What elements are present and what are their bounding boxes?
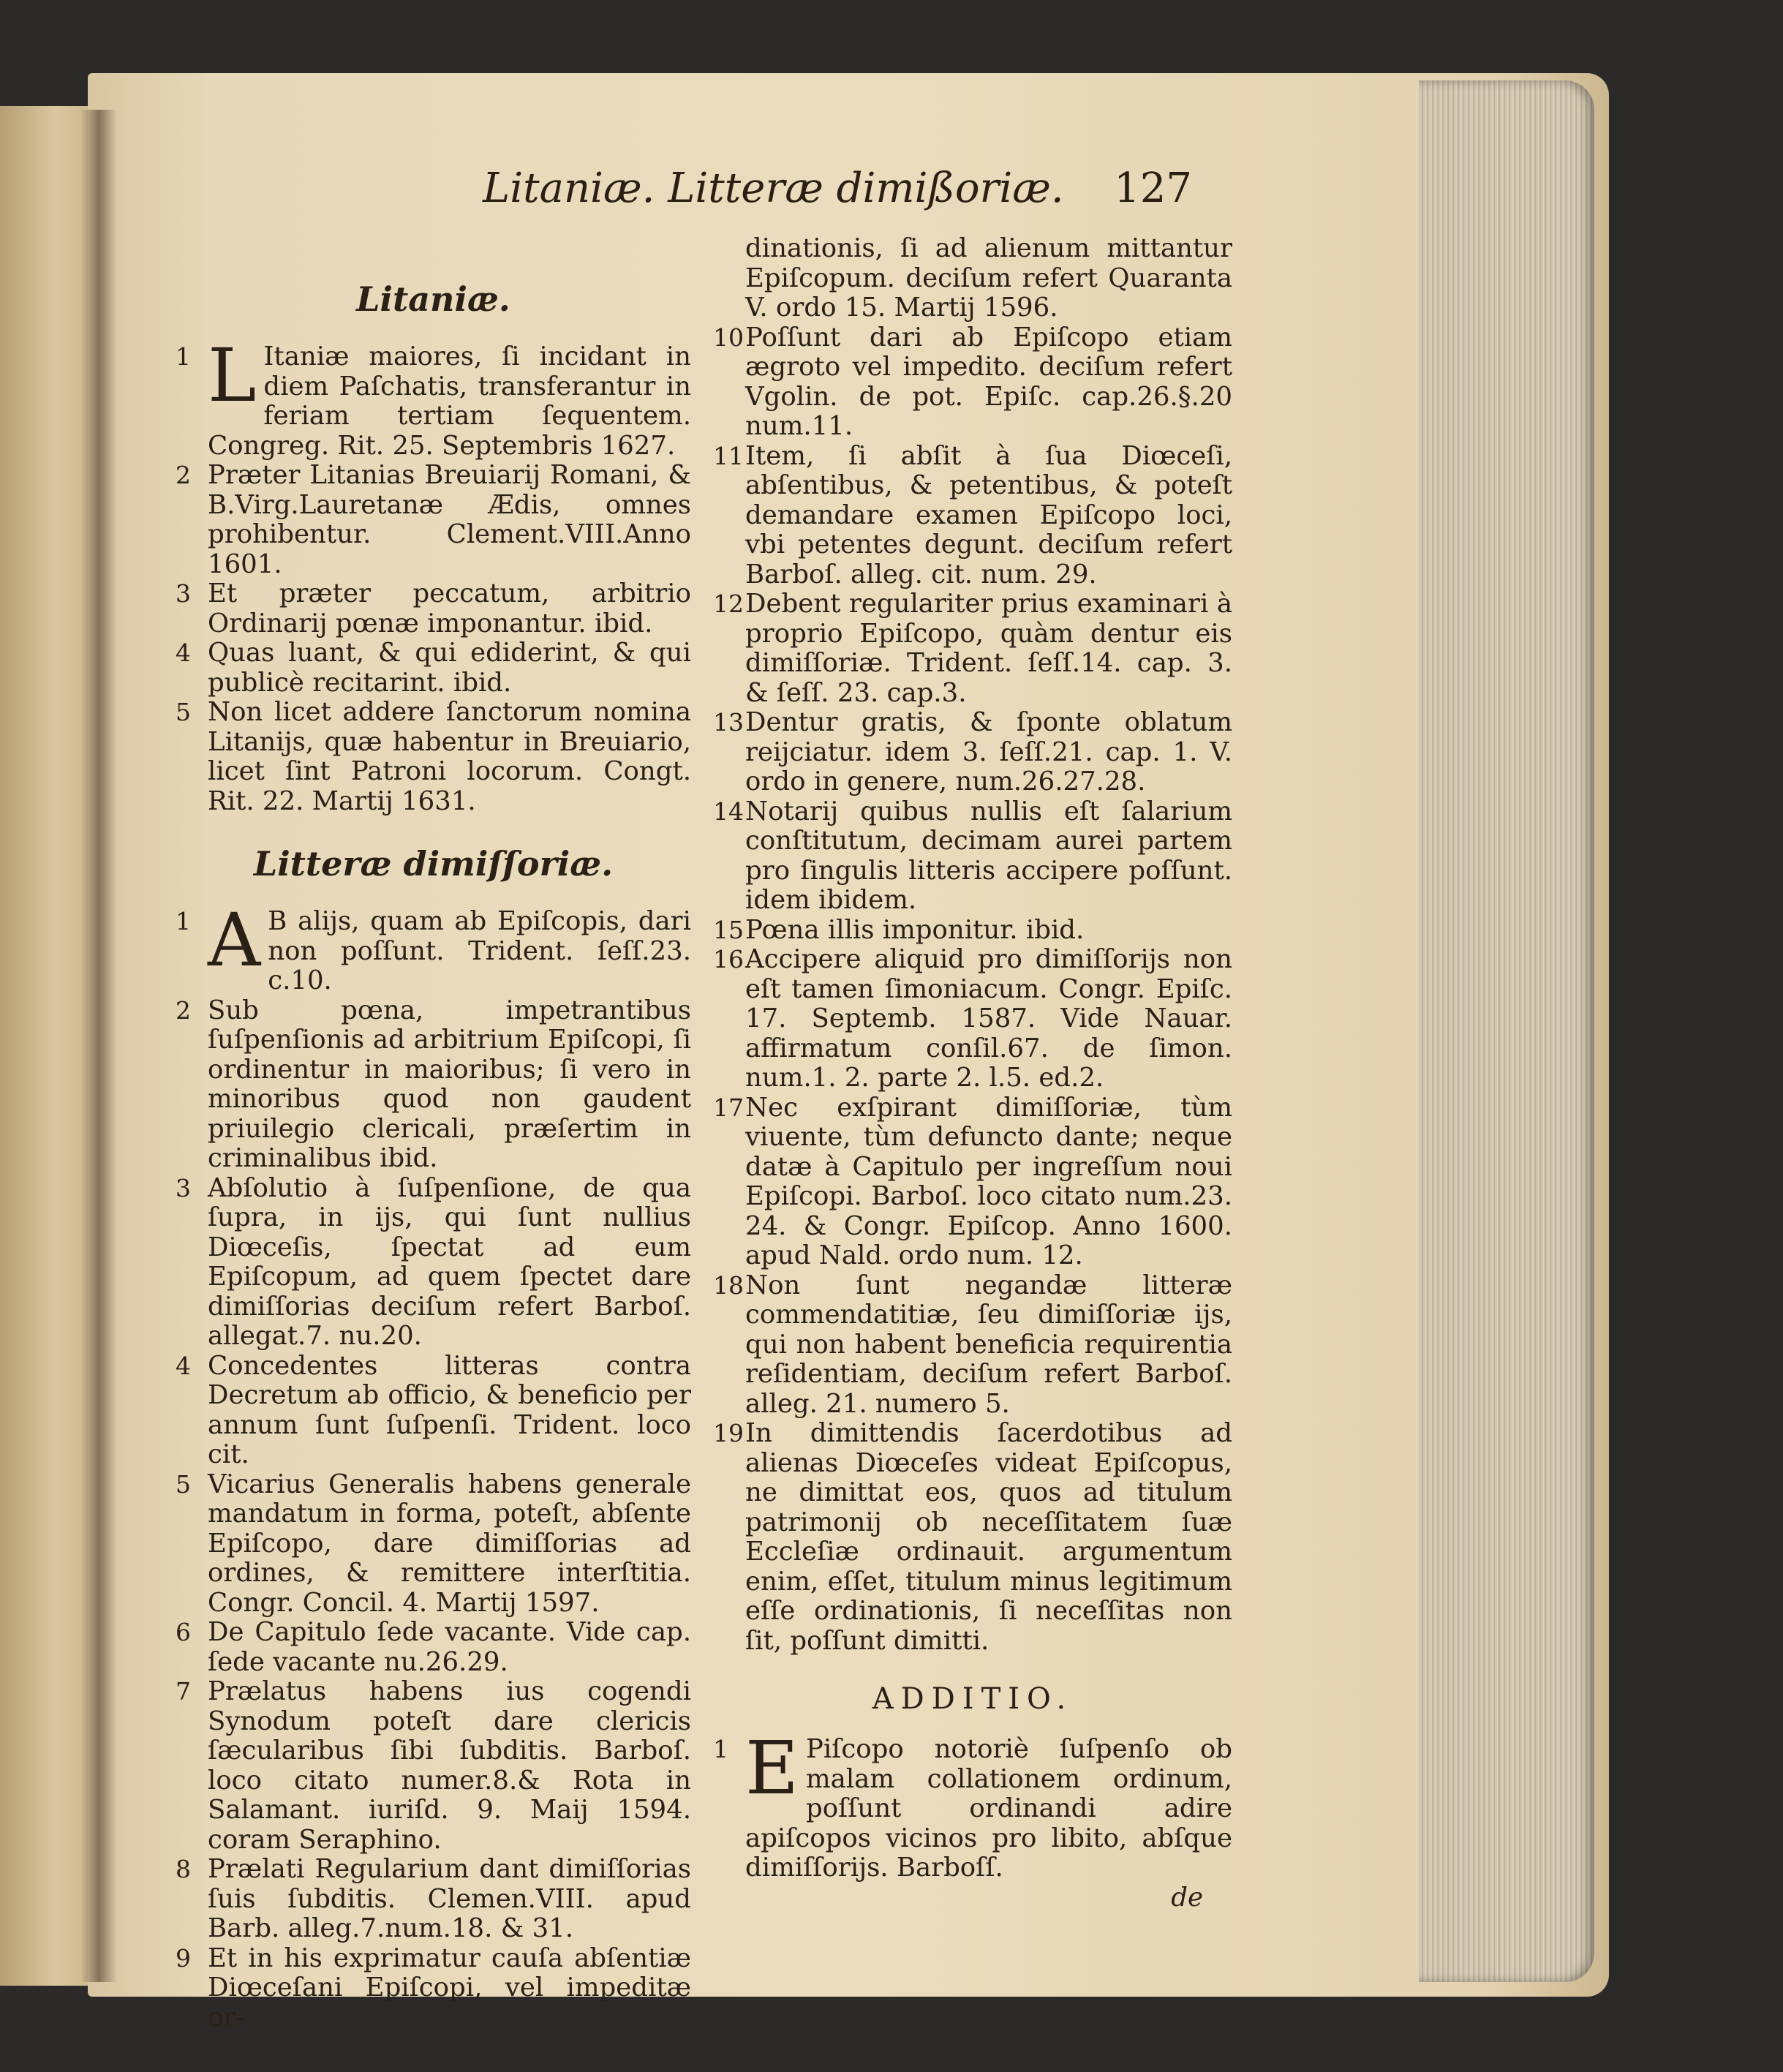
entry-text: Nec exſpirant dimiſſoriæ, tùm viuente, tùm defuncto dante; neque datæ à Capitulo per ingreſſum noui Epiſcopi. Barboſ. loco citato num.23. 24. & Congr. Epiſcop. Anno 1600. apud Nald. ordo num. 12. [745,1092,1232,1270]
book-gutter [80,110,117,1982]
entry-number: 1 [176,907,191,935]
right-column [713,234,1232,1913]
drop-cap: E [745,1725,799,1811]
entry-text: Concedentes litteras contra Decretum ab officio, & beneficio per annum ſunt ſuſpenſi. Trident. loco cit. [208,1350,691,1469]
page-number: 127 [1114,165,1192,212]
entry [176,461,691,579]
entry-text: B alijs, quam ab Epiſcopis, dari non poſſunt. Trident. ſeſſ.23. c.10. [268,906,691,995]
entry-text: Prælati Regularium dant dimiſſorias ſuis ſubditis. Clemen.VIII. apud Barb. alleg.7.num.18. & 31. [208,1854,691,1943]
entry [176,1174,691,1352]
entry-number: 4 [176,638,191,667]
entry [176,638,691,698]
entry-text: Præter Litanias Breuiarij Romani, & B.Virg.Lauretanæ Ædis, omnes prohibentur. Clement.VIII.Anno 1601. [208,460,691,579]
entry-text: Dentur gratis, & ſponte oblatum reijciatur. idem 3. ſeſſ.21. cap. 1. V. ordo in genere, num.26.27.28. [745,707,1232,796]
running-head [475,165,1192,223]
entry [176,1618,691,1677]
drop-cap: A [208,897,261,983]
entry [713,1093,1232,1271]
entry [713,589,1232,708]
entry-text: Et præter peccatum, arbitrio Ordinarij pœnæ imponantur. ibid. [208,579,691,638]
entry [176,1944,691,2033]
entry-number: 1 [713,1735,728,1763]
entry-number: 6 [176,1618,191,1646]
section-heading-litterae-dimissoriae: Litteræ dimiſſoriæ. [253,844,614,884]
continuation-text: dinationis, ſi ad alienum mittantur Epiſcopum. deciſum refert Quaranta V. ordo 15. Martij 1596. [745,233,1232,323]
catchword: de [1171,1882,1203,1913]
entry-number: 7 [176,1677,191,1706]
entry-text: Prælatus habens ius cogendi Synodum poteſt dare clericis ſæcularibus ſibi ſubditis. Barboſ. loco citato numer.8.& Rota in Salamant. iuriſd. 9. Maij 1594. coram Seraphino. [208,1676,691,1855]
entry [176,1677,691,1855]
entry-number: 12 [713,589,744,618]
entry-number: 1 [176,342,191,371]
entry [176,1470,691,1619]
entry-number: 19 [713,1419,744,1447]
entry-number: 17 [713,1093,744,1122]
entry-number: 4 [176,1351,191,1380]
entry-number: 3 [176,1173,191,1202]
entry-number: 3 [176,579,191,608]
entry-text: Vicarius Generalis habens generale mandatum in forma, poteſt, abſente Epiſcopo, dare dimiſſorias ad ordines, & remittere interſtitia. Congr. Concil. 4. Martij 1597. [208,1469,691,1618]
entry-number: 8 [176,1855,191,1883]
entry-text: Sub pœna, impetrantibus ſuſpenſionis ad arbitrium Epiſcopi, ſi ordinentur in maioribus; ſi vero in minoribus quod non gaudent priuilegio clericali, præſertim in criminalibus ibid. [208,995,691,1173]
left-column [176,234,691,2033]
entry-text: Pœna illis imponitur. ibid. [745,914,1085,945]
entry-text: Piſcopo notoriè ſuſpenſo ob malam collationem ordinum, poſſunt ordinandi adire apiſcopos vicinos pro libito, abſque dimiſſorijs. Barboſſ. [745,1734,1232,1883]
entry-text: Abſolutio à ſuſpenſione, de qua ſupra, in ijs, qui ſunt nullius Diœceſis, ſpectat ad eum Epiſcopum, ad quem ſpectet dare dimiſſorias deciſum refert Barboſ. allegat.7. nu.20. [208,1172,691,1351]
entry [176,897,691,996]
entry-text: Item, ſi abſit à ſua Diœceſi, abſentibus, & petentibus, & poteſt demandare examen Epiſcopo loci, vbi petentes degunt. deciſum refert Barboſ. alleg. cit. num. 29. [745,440,1232,589]
entry [713,1419,1232,1656]
entry [713,797,1232,916]
entry-text: Non ſunt negandæ litteræ commendatitiæ, ſeu dimiſſoriæ ijs, qui non habent beneficia requirentia reſidentiam, deciſum refert Barboſ. alleg. 21. numero 5. [745,1270,1232,1419]
entry-text: Accipere aliquid pro dimiſſorijs non eſt tamen ſimoniacum. Congr. Epiſc. 17. Septemb. 1587. Vide Nauar. affirmatum conſil.67. de ſimon. num.1. 2. parte 2. l.5. ed.2. [745,944,1232,1093]
entry-text: Non licet addere ſanctorum nomina Litanijs, quæ habentur in Breuiario, licet ſint Patroni locorum. Congt. Rit. 22. Martij 1631. [208,697,691,816]
section-heading-additio: ADDITIO. [872,1682,1074,1716]
entry [713,708,1232,797]
entry-text: Itaniæ maiores, ſi incidant in diem Paſchatis, transferantur in feriam tertiam ſequentem. Congreg. Rit. 25. Septembris 1627. [208,342,691,461]
entry [176,333,691,461]
entry [176,996,691,1174]
entry-number: 16 [713,945,744,973]
entry [176,698,691,816]
entry-text: Debent regulariter prius examinari à proprio Epiſcopo, quàm dentur eis dimiſſoriæ. Trident. ſeſſ.14. cap. 3. & ſeſſ. 23. cap.3. [745,589,1232,708]
entry [176,1855,691,1944]
entry [713,1725,1232,1883]
entry [713,442,1232,590]
drop-cap: L [208,333,257,418]
page-block-edges [1419,80,1594,1982]
entry-number: 2 [176,461,191,489]
entry-number: 5 [176,1469,191,1499]
entry [176,579,691,638]
entry-number: 11 [713,441,744,470]
entry-number: 2 [176,995,191,1025]
entry-number: 14 [713,796,744,826]
entry-number: 18 [713,1270,744,1300]
entry-text: Et in his exprimatur cauſa abſentiæ Diœceſani Epiſcopi, vel impeditæ or- [208,1943,691,2033]
running-title: Litaniæ. Litteræ dimißoriæ. [483,165,1064,212]
entry-number: 5 [176,698,191,726]
entry-text: De Capitulo ſede vacante. Vide cap. ſede vacante nu.26.29. [208,1617,691,1677]
entry-text: Notarij quibus nullis eſt ſalarium conſtitutum, decimam aurei partem pro ſingulis litteris accipere poſſunt. idem ibidem. [745,796,1232,915]
entry-text: Poſſunt dari ab Epiſcopo etiam ægroto vel impedito. deciſum refert Vgolin. de pot. Epiſc. cap.26.§.20 num.11. [745,322,1232,441]
entry [713,323,1232,442]
entry [713,916,1232,946]
entry [713,945,1232,1093]
entry [176,1352,691,1470]
section-heading-litaniae: Litaniæ. [356,279,510,319]
entry-text: Quas luant, & qui ediderint, & qui publicè recitarint. ibid. [208,638,691,698]
entry-number: 15 [713,915,744,944]
entry-text: In dimittendis ſacerdotibus ad alienas Diœceſes videat Epiſcopus, ne dimittat eos, quos ad titulum patrimonij ob neceſſitatem ſuæ Eccleſiæ ordinauit. argumentum enim, eſſet, titulum minus legitimum eſſe ordinationis, ſi neceſſitas non ſit, poſſunt dimitti. [745,1418,1232,1656]
entry-number: 10 [713,323,744,352]
entry-number: 9 [176,1943,191,1973]
entry [713,1271,1232,1420]
entry-number: 13 [713,708,744,736]
